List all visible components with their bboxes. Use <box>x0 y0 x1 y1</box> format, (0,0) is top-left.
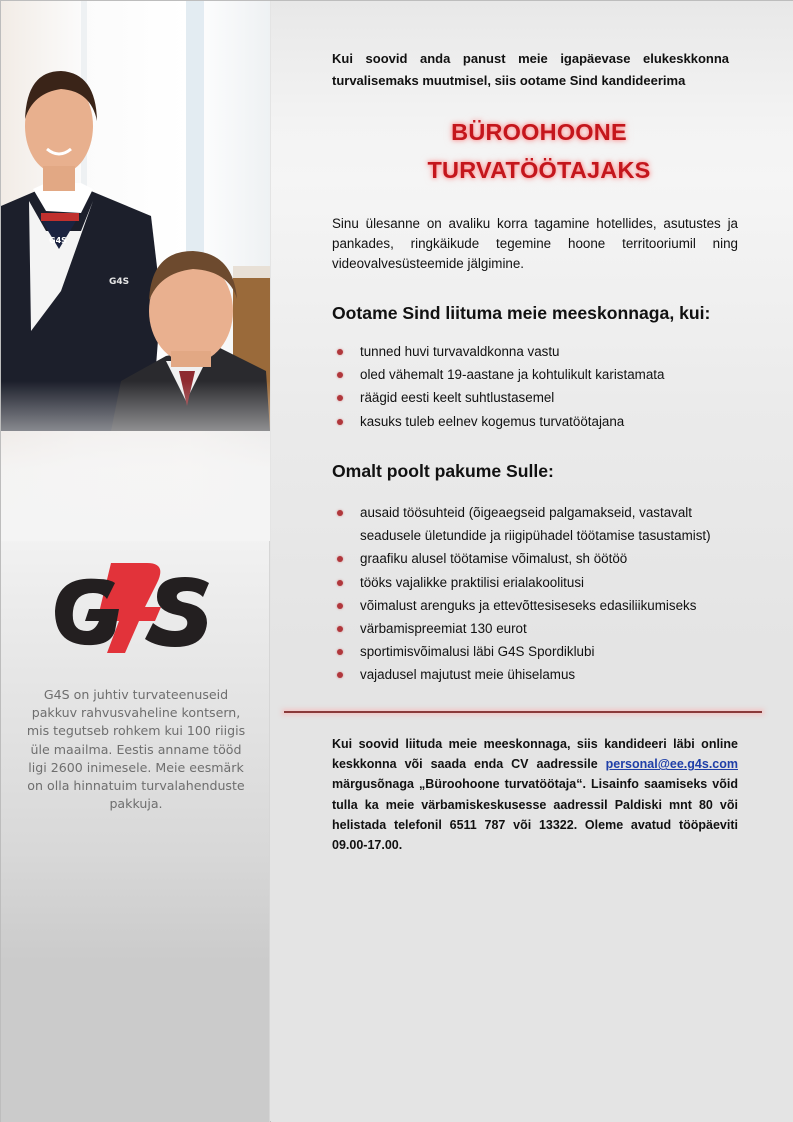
list-item: värbamispreemiat 130 eurot <box>332 617 752 640</box>
list-item: vajadusel majutust meie ühiselamus <box>332 663 752 686</box>
list-item: graafiku alusel töötamise võimalust, sh öötöö <box>332 547 752 570</box>
g4s-logo <box>49 561 219 661</box>
job-description: Sinu ülesanne on avaliku korra tagamine hotellides, asutustes ja pankades, ringkäikude tegemine hoone territooriumil ning videovalvesüsteemide jälgimine. <box>332 216 738 271</box>
list-item: tööks vajalikke praktilisi erialakoolitusi <box>332 571 752 594</box>
offer-list <box>332 501 752 687</box>
requirements-heading: Ootame Sind liituma meie meeskonnaga, kui: <box>332 303 711 323</box>
email-link[interactable]: personal@ee.g4s.com <box>605 757 738 772</box>
security-officers-photo <box>1 1 270 541</box>
list-item: tunned huvi turvavaldkonna vastu <box>332 340 752 363</box>
offer-heading: Omalt poolt pakume Sulle: <box>332 461 554 481</box>
svg-text:G4S: G4S <box>109 277 130 287</box>
job-title <box>332 113 746 189</box>
job-title-line-2: TURVATÖÖTAJAKS <box>427 157 651 183</box>
contact-paragraph <box>332 734 738 855</box>
contact-text-before: Kui soovid liituda meie meeskonnaga, siis kandideeri läbi online keskkonna või saada enda CV aadressile <box>332 737 738 772</box>
list-item: räägid eesti keelt suhtlustasemel <box>332 386 752 409</box>
main-content <box>271 1 793 1122</box>
list-item: sportimisvõimalusi läbi G4S Spordiklubi <box>332 640 752 663</box>
intro-text: Kui soovid anda panust meie igapäevase elukeskkonna turvalisemaks muutmisel, siis ootame Sind kandideerima <box>332 51 729 88</box>
list-item: kasuks tuleb eelnev kogemus turvatöötajana <box>332 410 752 433</box>
list-item: võimalust arenguks ja ettevõttesiseseks edasiliikumiseks <box>332 594 752 617</box>
requirements-list <box>332 340 752 433</box>
job-title-line-1: BÜROOHOONE <box>451 119 627 145</box>
left-sidebar <box>1 1 270 1122</box>
contact-text-after: märgusõnaga „Büroohoone turvatöötaja“. Lisainfo saamiseks võid tulla ka meie värbamiskeskusesse aadressil Paldiski mnt 80 või helistada telefonil 6511 787 või 13322. Oleme avatud tööpäeviti 09.00-17.00. <box>332 777 738 853</box>
section-divider <box>284 711 762 713</box>
list-item: oled vähemalt 19-aastane ja kohtulikult karistamata <box>332 363 752 386</box>
list-item: ausaid töösuhteid (õigeaegseid palgamakseid, vastavalt seadusele ületundide ja riigipühadel töötamise tasustamist) <box>332 501 752 547</box>
svg-text:G4S: G4S <box>49 236 67 245</box>
company-about-text: G4S on juhtiv turvateenuseid pakkuv rahvusvaheline kontsern, mis tegutseb rohkem kui 100 riigis üle maailma. Eestis anname tööd ligi 2600 inimesele. Meie eesmärk on olla hinnatuim turvalahenduste pakkuja. <box>26 687 246 812</box>
